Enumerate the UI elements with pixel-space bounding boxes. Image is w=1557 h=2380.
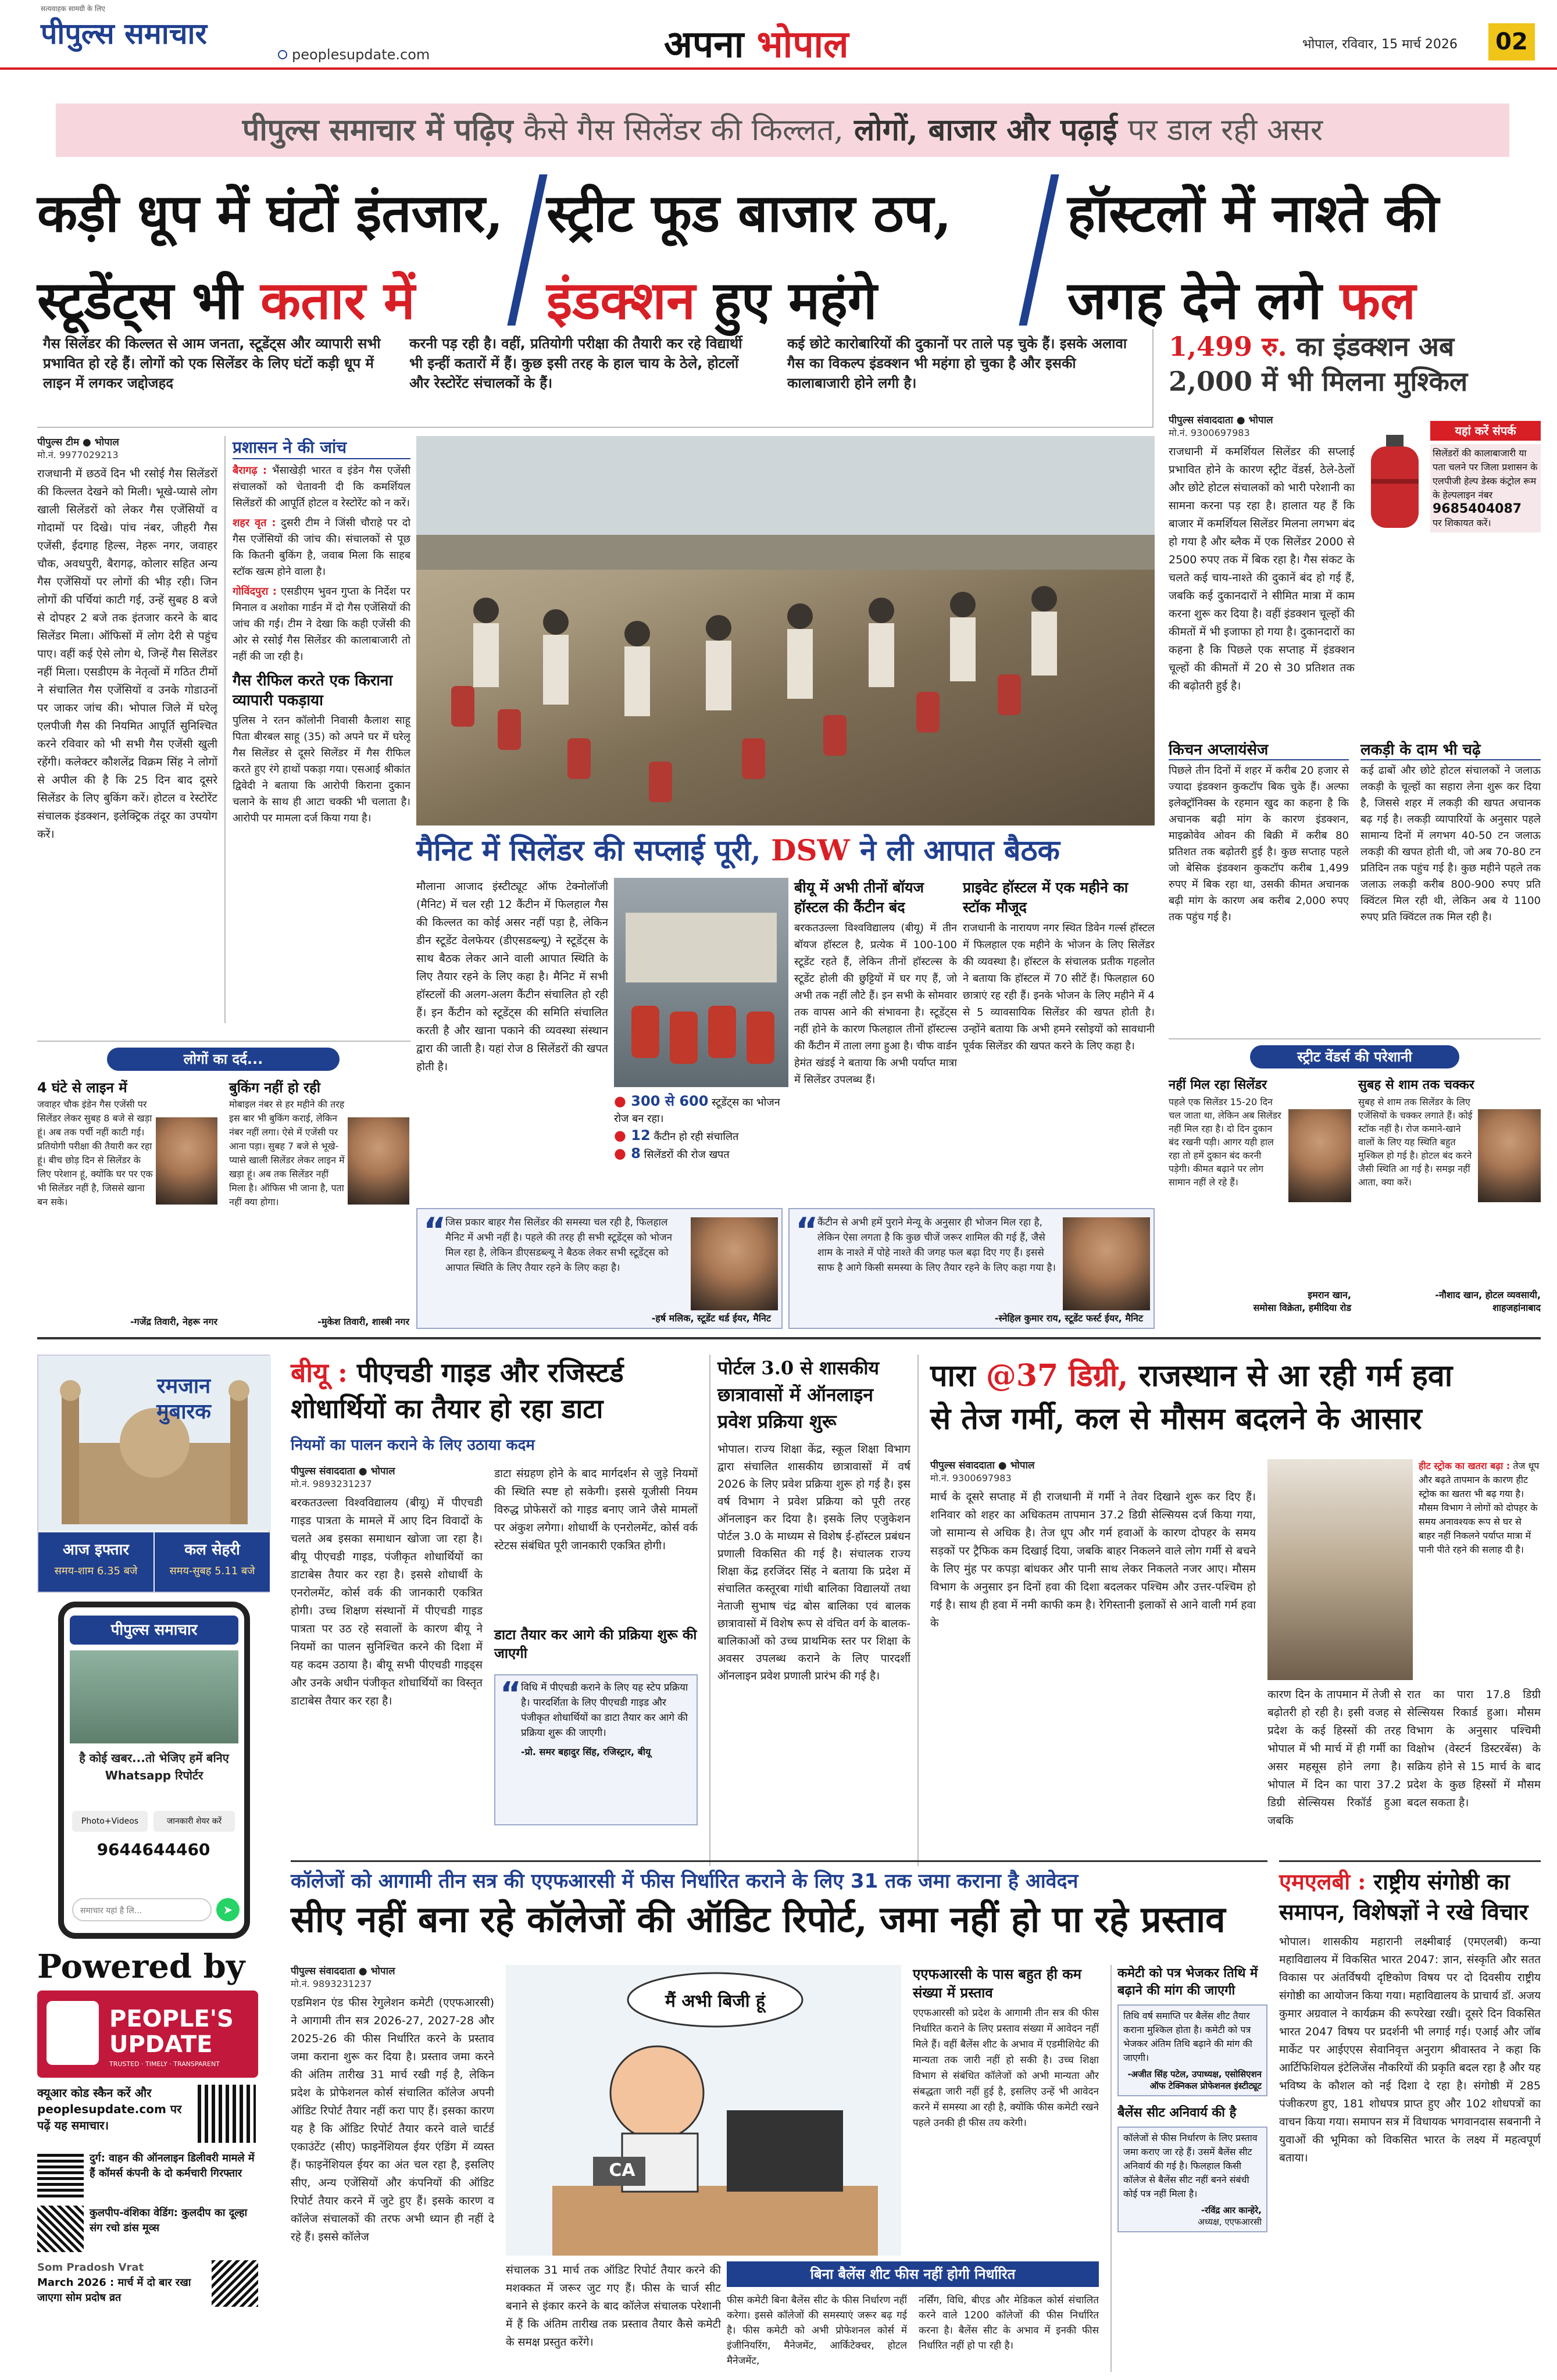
left-byline-name: पीपुल्स टीम ● भोपाल [37, 437, 119, 448]
wood-body: कई ढाबों और छोटे होटल संचालकों ने जलाऊ लकड़ी के चूल्हों का सहारा लेना शुरू कर दिया है, जिससे शहर में लकड़ी की खपत अचानक बढ़ गई है। लकड़ी व्यापारियों के अनुसार पहले सामान्य दिनों में लगभग 40-50 टन जलाऊ लकड़ी की खपत होती थी, जो अब 70-80 टन प्रतिदिन तक पहुंच गई है। कुछ महीने पहले तक जलाऊ लकड़ी करीब 800-900 रुपए प्रति क्विंटल मिल रही थी, लेकिन अब ये 1100 रुपए प्रति क्विंटल तक मिल रही है। [1360, 764, 1541, 923]
headline-2 [547, 170, 1035, 344]
afrc-ribbon-body2: नर्सिंग, विधि, बीएड और मेडिकल कोर्स संचालित करने वाले 1200 कॉलेजों की फीस निर्धारित करना है। बैलेंस सीट के अभाव में इनकी फीस निर्धारित नहीं हो पा रही है। [919, 2295, 1099, 2352]
section-title-b: भोपाल [756, 23, 849, 66]
bu-canteen-body: बरकतउल्ला विश्वविद्यालय (बीयू) में तीन बॉयज हॉस्टल है, प्रत्येक में 100-100 स्टूडेंट रहते हैं, लेकिन तीनों हॉस्टल्स के स्टूडेंट होली की छुट्टियों में घर गए हैं, जो अभी तक नहीं लौटे हैं। इन सभी के सोमवार तक वापस आने की संभावना है। स्टूडेंट्स नहीं होने के कारण फिलहाल तीनों हॉस्टल्स की कैंटीन में ताला लगा हुआ है। चीफ वार्डन हेमंत खंडई ने बताया कि अभी पर्याप्त मात्रा में सिलेंडर उपलब्ध हैं। [794, 922, 957, 1086]
powered-box [37, 1947, 270, 2354]
peoples-update-logo[interactable]: PEOPLE'S UPDATE TRUSTED · TIMELY · TRANSPARENT [37, 1991, 258, 2078]
wa-brand: पीपुल्स समाचार [70, 1616, 238, 1645]
weather-body: मार्च के दूसरे सप्ताह में ही राजधानी में गर्मी ने तेवर दिखाने शुरू कर दिए हैं। शनिवार को शहर का अधिकतम तापमान 37.2 डिग्री सेल्सियस दर्ज किया गया, जो सामान्य से अधिक है। तेज धूप और गर्म हवाओं के कारण दोपहर के समय सड़कों पर ट्रैफिक कम दिखाई दिया, जबकि बाहर निकलने वाले लोग गर्मी से बचने के लिए मुंह पर कपड़ा बांधकर और पानी साथ लेकर निकलते नजर आए। मौसम विभाग के अनुसार इन दिनों हवा की दिशा बदलकर पश्चिम और उत्तर-पश्चिम हो गई है। साथ ही हवा में नमी काफी कम है। रेगिस्तानी इलाकों से आने वाली गर्म हवा के [930, 1491, 1256, 1629]
induction-byline: पीपुल्स संवाददाता ● भोपाल मो.नं. 9300697983 [1169, 414, 1273, 438]
section-title-a: अपना [664, 23, 744, 66]
private-hostel-body: राजधानी के नारायण नगर स्थित डिवेन गर्ल्स हॉस्टल में फिलहाल एक महीने के भोजन के लिए सिलेंडर की व्यवस्था है। हॉस्टल के संचालक प्रतीक गहलोत ने बताया कि हॉस्टल में 70 सीटें हैं। फिलहाल 60 छात्राएं रह रही हैं। इनके भोजन के लिए महीने में 4 से 5 व्यावसायिक सिलेंडर की खपत होती है। उन्होंने बताया कि अभी हमने रसोइयों को सावधानी पूर्वक सिलेंडर की खपत करने के लिए कहा है। [963, 922, 1155, 1052]
intro-p2: करनी पड़ रही है। वहीं, प्रतियोगी परीक्षा की तैयारी कर रहे विद्यार्थी भी इन्हीं कतारों में हैं। कुछ इसी तरह के हाल चाय के ठेले, होटलों और रेस्टोरेंट संचालकों के हैं। [409, 335, 742, 391]
headline-2-line2: इंडक्शन हुए महंगे [547, 270, 877, 331]
whatsapp-ad [58, 1602, 250, 1939]
section-title [664, 17, 849, 68]
globe-icon [278, 50, 287, 59]
induction-headline [1169, 329, 1541, 399]
afrc-quote1: तिथि वर्ष समाप्ति पर बैलेंस शीट तैयार कराना मुश्किल होता है। कमेटी को पत्र भेजकर अंतिम तिथि बढ़ाने की मांग की जाएगी। -अजीत सिंह पटेल, उपाध्यक्ष, एसोसिएशन ऑफ टेक्निकल प्रोफेशनल इंस्टीट्यूट [1117, 2004, 1267, 2096]
kitchen-head: किचन अप्लायंसेज [1169, 738, 1349, 760]
induction-head-line2: 2,000 में भी मिलना मुश्किल [1169, 366, 1468, 397]
admin-title: प्रशासन ने की जांच [233, 436, 410, 459]
afrc-sub1: एएफआरसी के पास बहुत ही कम संख्या में प्रस्ताव [913, 1966, 1081, 2001]
manit-quote-text: जिस प्रकार बाहर गैस सिलेंडर की समस्या चल रही है, फिलहाल मैनिट में अभी नहीं है। पहले की तरह ही सभी स्टूडेंट्स को भोजन मिल रहा है, लेकिन डीएसडब्ल्यू ने बैठक लेकर सभी स्टूडेंट्स को आपात स्थिति के लिए तैयार रहने के लिए कहा है। [445, 1217, 673, 1274]
kitchen-box [1169, 738, 1349, 1035]
q2-text: मोबाइल नंबर से हर महीने की तरह इस बार भी बुकिंग कराई, लेकिन नंबर नहीं लगा। ऐसे में एजेंसी पर आना पड़ा। सुबह 7 बजे से भूखे-प्यासे खाली सिलेंडर लेकर लाइन में खड़ा हूं। अब तक सिलेंडर नहीं मिला है। ऑफिस भी जाना है, पता नहीं क्या होगा। [229, 1099, 345, 1207]
portal-head: पोर्टल 3.0 से शासकीय छात्रावासों में ऑनलाइन प्रवेश प्रक्रिया शुरू [717, 1357, 880, 1432]
page-number: 02 [1488, 23, 1535, 60]
admin-p4: पुलिस ने रतन कॉलोनी निवासी कैलाश साहू पिता बीरबल साहू (35) को अपने घर में घरेलू गैस सिलेंडर से दूसरे सिलेंडर में गैस रीफिल करते हुए रंगे हाथों पकड़ा गया। एसआई श्रीकांत द्विवेदी ने बताया कि आरोपी किराना दुकान चलाने के साथ ही आटा चक्की भी चलाता है। आरोपी पर मामला दर्ज किया गया है। [233, 714, 410, 824]
qr-item-1[interactable]: दुर्ग: वाहन की ऑनलाइन डिलीवरी मामले में हैं कॉमर्स कंपनी के दो कर्मचारी गिरफ्तार [37, 2151, 270, 2197]
portal-body: भोपाल। राज्य शिक्षा केंद्र, स्कूल शिक्षा विभाग द्वारा संचालित शासकीय छात्रावासों में वर्ष 2026 के लिए प्रवेश प्रक्रिया शुरू हो गई है। इस वर्ष विभाग ने प्रवेश प्रक्रिया को पूरी तरह ऑनलाइन कर दिया है। इसके लिए एजुकेशन पोर्टल 3.0 के माध्यम से विशेष ई-हॉस्टल प्रबंधन प्रणाली विकसित की गई है। संचालक राज्य शिक्षा केंद्र हरजिंदर सिंह ने बताया कि प्रदेश में संचालित कस्तूरबा गांधी बालिका विद्यालयों तथा नेताजी सुभाष चंद्र बोस बालिका एवं बालक छात्रावासों में विशेष रूप से वंचित वर्ग के बालक-बालिकाओं को उच्च प्राथमिक स्तर पर शिक्षा के अवसर उपलब्ध कराने के लिए पारदर्शी ऑनलाइन प्रवेश प्रणाली प्रारंभ की गई है। [717, 1443, 910, 1682]
headline-3-line1: हॉस्टलों में नाश्ते की [1067, 183, 1439, 244]
ramzan-title: रमजान मुबारक [156, 1374, 211, 1424]
wa-input[interactable]: समाचार यहां है लि... [72, 1898, 212, 1921]
imran-avatar [1288, 1109, 1351, 1202]
canteen-photo [614, 878, 788, 1087]
bu-phd-body: बरकतउल्ला विश्वविद्यालय (बीयू) में पीएचडी गाइड पात्रता के मामले में आए दिन विवादों के चलते अब इसका समाधान खोजा जा रहा है। बीयू पीएचडी गाइड, पंजीकृत शोधार्थियों का डाटाबेस तैयार कर रहा है। इससे शोधार्थी के एनरोलमेंट, कोर्स वर्क की जानकारी एकत्रित होगी। उच्च शिक्षण संस्थानों में पीएचडी गाइड पात्रता पर उठ रहे सवालों के कारण बीयू ने नियमों का पालन सुनिश्चित करने की दिशा में यह कदम उठाया है। बीयू सभी पीएचडी गाइड्स और उनके अधीन पंजीकृत शोधार्थियों का विस्तृत डाटाबेस तैयार कर रहा है। [291, 1496, 483, 1707]
quote-mark-icon: “ [500, 1675, 522, 1713]
heat-caption: हीट स्ट्रोक का खतरा बढ़ा : तेज धूप और बढ़ते तापमान के कारण हीट स्ट्रोक का खतरा भी बढ़ गया है। मौसम विभाग ने लोगों को दोपहर के समय अनावश्यक रूप से घर से बाहर नहीं निकलने पर्याप्त मात्रा में पानी पीते रहने की सलाह दी है। [1419, 1460, 1540, 1555]
headline-3 [1067, 170, 1544, 344]
afrc-sub1-box [913, 1965, 1099, 2256]
cylinder-queue-photo [416, 436, 1155, 826]
dateline: भोपाल, रविवार, 15 मार्च 2026 [1302, 37, 1458, 52]
intro-p1: गैस सिलेंडर की किल्लत से आम जनता, स्टूडेंट्स और व्यापारी सभी प्रभावित हो रहे हैं। लोगों को एक सिलेंडर के लिए घंटों कड़ी धूप में लाइन में लगकर जद्दोजहद [43, 335, 381, 391]
intro-p3: कई छोटे कारोबारियों की दुकानों पर ताले पड़ चुके हैं। इसके अलावा गैस का विकल्प इंडक्शन भी महंगा हो चुका है और इसकी कालाबाजारी होने लगी है। [787, 335, 1127, 391]
stat-cylinders: ● 8 सिलेंडरों की रोज खपत [614, 1145, 730, 1162]
sehri-panel: कल सेहरी समय-सुबह 5.11 बजे [155, 1532, 270, 1592]
afrc-body: एडमिशन एंड फीस रेगुलेशन कमेटी (एएफआरसी) ने आगामी तीन सत्र 2026-27, 2027-28 और 2025-26 की फीस निर्धारित करने के प्रस्ताव जमा कराना शुरू कर दिया है। प्रस्ताव जमा करने की अंतिम तारीख 31 मार्च रखी गई है, लेकिन प्रदेश के प्रोफेशनल कोर्स संचालित कॉलेज अपनी ऑडिट रिपोर्ट तैयार नहीं करा पाए हैं। इसका कारण यह है कि ऑडिट रिपोर्ट तैयार करने वाले चार्टर्ड एकाउंटेंट (सीए) फाइनेंशियल ईयर एंडिंग में व्यस्त हैं। फाइनेंशियल ईयर का अंत चल रहा है, इसलिए सीए, अन्य एजेंसियों और कंपनियों की ऑडिट रिपोर्ट तैयार करने में जुटे हुए हैं। इसके कारण व कॉलेज संचालकों की तरफ अभी ध्यान ही नहीं दे रहे हैं। इससे कॉलेज [291, 1996, 494, 2243]
bu-phd-body2: डाटा संग्रहण होने के बाद मार्गदर्शन से जुड़े नियमों की स्थिति स्पष्ट हो सकेगी। इससे यूजीसी नियम विरुद्ध प्रोफेसरों को गाइड बनाए जाने जैसे मामलों पर अंकुश लगेगा। शोधार्थी के एनरोलमेंट, कोर्स वर्क स्टेटस संबंधित पूरी जानकारी एकत्रित होगी। [494, 1467, 698, 1552]
seminar-body: भोपाल। शासकीय महारानी लक्ष्मीबाई (एमएलबी) कन्या महाविद्यालय में विकसित भारत 2047: ज्ञान, संस्कृति और सतत विकास पर अंतर्विषयी दृष्टिकोण विषय पर दो दिवसीय राष्ट्रीय संगोष्ठी का आयोजन किया गया। महाविद्यालय के प्राचार्य डॉ. अजय कुमार अग्रवाल ने कार्यक्रम की रूपरेखा रखी। दूसरे दिन विकसित भारत 2047 विषय पर प्रदर्शनी भी लगाई गई। एआई और जॉब मार्केट पर आईएएस सेवानिवृत्त अनुराग श्रीवास्तव ने कहा कि आर्टिफिशियल इंटेलिजेंस नौकरियों की प्रकृति बदल रहा है और यह भविष्य के कौशल को नई दिशा दे रहा है। संगोष्ठी में 285 पंजीकरण हुए, 181 शोधपत्र प्राप्त हुए और 102 शोधपत्रों का वाचन किया गया। समापन सत्र में विधायक भगवानदास सबनानी ने युवाओं की भूमिका को विकसित भारत के लक्ष्य में महत्वपूर्ण बताया। [1279, 1935, 1541, 2164]
afrc-sub2-box [1110, 1965, 1267, 2372]
naushad-avatar [1478, 1109, 1541, 1202]
headline-1-line1: कड़ी धूप में घंटों इंतजार, [37, 183, 503, 244]
wa-text: है कोई खबर...तो भेजिए हमें बनिए Whatsapp रिपोर्टर [79, 1751, 229, 1782]
helpline-number[interactable]: 9685404087 [1433, 502, 1522, 516]
kicker-a: पीपुल्स समाचार में पढ़िए [242, 112, 513, 148]
afrc-body2: संचालक 31 मार्च तक ऑडिट रिपोर्ट तैयार करने की मशक्कत में जरूर जुट गए हैं। फीस के चार्ज सीट बनाने से इंकार करने के बाद कॉलेज संचालक परेशानी में हैं कि अंतिम तारीख तक प्रस्ताव तैयार कैसे कमेटी के समक्ष प्रस्तुत करेंगे। [506, 2264, 721, 2349]
afrc-byline: पीपुल्स संवाददाता ● भोपाल मो.नं. 9893231237 [291, 1966, 395, 1989]
qr-code-icon[interactable] [198, 2085, 256, 2143]
headline-1-line2: स्टूडेंट्स भी कतार में [37, 270, 415, 331]
left-byline-mobile: मो.नं. 9977029213 [37, 449, 119, 460]
afrc-sub2: कमेटी को पत्र भेजकर तिथि में बढ़ाने की मांग की जाएगी [1117, 1966, 1258, 1998]
canteen-cylinders-illustration [614, 878, 788, 1087]
left-story-body: राजधानी में छठवें दिन भी रसोई गैस सिलेंडरों की किल्लत देखने को मिली। भूखे-प्यासे लोग खाली सिलेंडरों को लेकर गैस एजेंसियों व गोदामों पर दिखे। पांच नंबर, जीहरी गैस एजेंसी, ईदगाह हिल्स, नेहरू नगर, जवाहर चौक, अवधपुरी, बैरागढ़, कोलार सहित अन्य गैस एजेंसियों पर लोगों की भीड़ रही। जिन लोगों की पर्चियां काटी गई, उन्हें सुबह 8 बजे से दोपहर 2 बजे तक इंतजार करने के बाद सिलेंडर मिला। ऑफिसों में लोग देरी से पहुंच पाए। वहीं कई ऐसे लोग थे, जिन्हें गैस सिलेंडर नहीं मिला। एसडीएम के नेतृत्वों में गठित टीमों ने संचालित गैस एजेंसियों व उनके गोडाउनों पर जाकर जांच की। भोपाल जिले में घरेलू एलपीजी गैस की नियमित आपूर्ति सुनिश्चित करने रविवार को भी सभी गैस एजेंसी खुली रहेंगी। कलेक्टर कौशलेंद्र विक्रम सिंह ने लोगों से अपील की है कि 25 दिन बाद दूसरे सिलेंडर के लिए बुकिंग करें। होटल व रेस्टोरेंट संचालक इंडक्शन, इलेक्ट्रिक तंदूर का उपयोग करें। [37, 467, 217, 841]
manit-stats [614, 1093, 788, 1163]
private-hostel-head: प्राइवेट हॉस्टल में एक महीने का स्टॉक मौजूद [963, 879, 1129, 916]
kicker-b: कैसे गैस सिलेंडर की किल्लत, [523, 113, 844, 148]
bu-phd-sub: नियमों का पालन कराने के लिए उठाया कदम [291, 1436, 535, 1454]
quote-mark-icon: “ [423, 1210, 447, 1251]
v-q1-by: इमरान खान, समोसा विक्रेता, हमीदिया रोड [1253, 1289, 1351, 1313]
cartoon-ca-plate: CA [609, 2160, 635, 2181]
bu-quote-text: कैंटीन से अभी हमें पुराने मेन्यू के अनुसार ही भोजन मिल रहा है, लेकिन ऐसा लगता है कि कुछ चीजें जरूर शामिल की गई हैं, जैसे शाम के नाश्ते में पोहे नाश्ते की जगह फल बढ़ा दिए गए हैं। इससे साफ है आगे किसी समस्या के लिए तैयार रहने के लिए कहा गया है। [817, 1217, 1056, 1274]
heat-photo [1267, 1459, 1413, 1680]
admin-sub2: गैस रीफिल करते एक किराना व्यापारी पकड़ाया [233, 672, 393, 709]
weather-byline: पीपुल्स संवाददाता ● भोपाल मो.नं. 9300697983 [930, 1460, 1035, 1484]
q1-by: -गजेंद्र तिवारी, नेहरू नगर [130, 1316, 217, 1327]
stat-canteens: ● 12 कैंटीन हो रही संचालित [614, 1127, 739, 1143]
harsh-malik-avatar [691, 1217, 778, 1310]
vendors-ribbon: स्ट्रीट वेंडर्स की परेशानी [1250, 1045, 1459, 1069]
cartoon [506, 1965, 901, 2256]
kicker-d: पर डाल रही असर [1127, 113, 1323, 148]
wa-photo-label: Photo+Videos [72, 1811, 148, 1832]
cylinder-queue-illustration [416, 436, 1155, 826]
pu-emblem-icon [47, 2001, 99, 2065]
bu-phd-byline: पीपुल्स संवाददाता ● भोपाल मो.नं. 9893231237 [291, 1466, 395, 1489]
people-pain-box [37, 1041, 410, 1331]
manit-quote-by: -हर्ष मलिक, स्टूडेंट थर्ड ईयर, मैनिट [651, 1313, 771, 1324]
manit-body: मौलाना आजाद इंस्टीट्यूट ऑफ टेक्नोलॉजी (मैनिट) में चल रही 12 कैंटीन में फिलहाल गैस की किल्लत का कोई असर नहीं पड़ा है, लेकिन डीन स्टूडेंट वेलफेयर (डीएसडब्ल्यू) ने स्टूडेंट्स के साथ बैठक लेकर आने वाली आपात स्थिति के लिए तैयार रहने के लिए कहा है। मैनिट में सभी हॉस्टलों की अलग-अलग कैंटीन संचालित हो रही हैं। इन कैंटीन को स्टूडेंट्स की समिति संचालित करती है और खाना पकाने की व्यवस्था संस्थान द्वारा की जाती है। यहां रोज 8 सिलेंडरों की खपत होती है। [416, 880, 608, 1073]
logo-tag: सत्यवाहक सामग्री के लिए [41, 5, 105, 13]
headline-1 [37, 170, 526, 344]
bu-phd-quote: “ विधि में पीएचडी कराने के लिए यह स्टेप प्रक्रिया है। पारदर्शिता के लिए पीएचडी गाइड और पंजीकृत शोधार्थियों का डाटा तैयार कर आगे की प्रक्रिया शुरू की जाएगी। -प्रो. समर बहादुर सिंह, रजिस्ट्रार, बीयू [494, 1674, 698, 1825]
afrc-quote2: कॉलेजों से फीस निर्धारण के लिए प्रस्ताव जमा कराए जा रहे हैं। उसमें बैलेंस सीट अनिवार्य की गई है। फिलहाल किसी कॉलेज से बैलेंस सीट नहीं बनने संबंधी कोई पत्र नहीं मिला है। -रविंद्र आर कान्हेरे, अध्यक्ष, एएफआरसी [1117, 2127, 1267, 2232]
qr-code-icon [37, 2206, 84, 2252]
stat-students: ● 300 से 600 स्टूडेंट्स का भोजन रोज बन रहा। [614, 1093, 780, 1125]
v-q2-title: सुबह से शाम तक चक्कर [1358, 1078, 1474, 1092]
v-q2-text: सुबह से शाम तक सिलेंडर के लिए एजेंसियों के चक्कर लगाते हैं। कोई स्टॉक नहीं है। रोज कमाने-खाने वालों के लिए यह स्थिति बहुत मुश्किल हो गई है। होटल बंद करने जैसी स्थिति आ गई है। समझ नहीं आता, क्या करें। [1358, 1096, 1473, 1188]
cartoon-bubble-text: मैं अभी बिजी हूं [665, 1991, 765, 2011]
wa-reporter-label: जानकारी शेयर करें [153, 1811, 235, 1832]
quote-mark-icon: “ [795, 1210, 819, 1251]
admin-p3: गोविंदपुरा : एसडीएम भुवन गुप्ता के निर्देश पर मिनाल व अशोका गार्डन में दो गैस एजेंसियों की जांच की गई। टीम ने देखा कि कही एजेंसी की ओर से रसोई गैस सिलेंडर की कालाबाजारी तो नहीं की जा रही है। [233, 585, 410, 663]
v-q1-title: नहीं मिल रहा सिलेंडर [1169, 1078, 1267, 1092]
v-q2-by: -नौशाद खान, होटल व्यवसायी, शाहजहांनाबाद [1435, 1289, 1541, 1313]
manit-quote-box [416, 1208, 783, 1329]
kicker-bar [56, 103, 1509, 157]
snehil-avatar [1063, 1217, 1150, 1310]
wood-head: लकड़ी के दाम भी चढ़े [1360, 738, 1541, 760]
mukesh-avatar [348, 1117, 409, 1205]
website-link[interactable]: peoplesupdate.com [292, 47, 430, 63]
scan-text: क्यूआर कोड स्कैन करें और peoplesupdate.com पर पढ़ें यह समाचार। [37, 2085, 270, 2143]
bu-phd-sub2: डाटा तैयार कर आगे की प्रक्रिया शुरू की जाएगी [494, 1627, 697, 1661]
kicker-c: लोगों, बाजार और पढ़ाई [854, 112, 1117, 148]
weather-body2: कारण दिन के तापमान में तेजी से बढ़ोतरी हो रही है। इसी वजह से प्रदेश के कई हिस्सों की तरह भोपाल में भी मार्च में ही गर्मी का असर महसूस होने लगा है। भोपाल में दिन का पारा 37.2 डिग्री सेल्सियस रिकॉर्ड हुआ जबकि [1267, 1688, 1401, 1827]
headline-3-line2: जगह देने लगे फल [1067, 270, 1416, 331]
seminar-head: एमएलबी : राष्ट्रीय संगोष्ठी का समापन, विशेषज्ञों ने रखे विचार [1279, 1868, 1529, 1925]
qr-item-3[interactable]: Som Pradosh Vrat March 2026 : मार्च में दो बार रखा जाएगा सोम प्रदोष व्रत [37, 2260, 270, 2307]
qr-code-icon [212, 2260, 258, 2307]
v-q1-text: पहले एक सिलेंडर 15-20 दिन चल जाता था, लेकिन अब सिलेंडर नहीं मिल रहा है। दो दिन दुकान बंद रखनी पड़ी। आगर यही हाल रहा तो हमें दुकान बंद करनी पड़ेगी। कीमत बढ़ाने पर लोग सामान नहीं ले रहे हैं। [1169, 1096, 1281, 1188]
induction-body: राजधानी में कमर्शियल सिलेंडर की सप्लाई प्रभावित होने के कारण स्ट्रीट वेंडर्स, ठेले-ठेलों और छोटे होटल संचालकों को भारी परेशानी का सामना करना पड़ रहा है। हालात यह हैं कि बाजार में कमर्शियल सिलेंडर मिलना लगभग बंद हो गया है और ब्लैक में एक सिलेंडर 2000 से 2500 रुपए तक में बिक रहा है। गैस संकट के चलते कई चाय-नाश्ते की दुकानें बंद हो गई हैं, जबकि कई दुकानदारों ने सीमित मात्रा में काम करना शुरू कर दिया है। वहीं इंडक्शन चूल्हों की कीमतों में भी इजाफा हो गया है। दुकानदारों का कहना है कि पिछले एक सप्ताह में इंडक्शन चूल्हों की कीमतों में 20 से 30 प्रतिशत तक की बढ़ोतरी हुई है। [1169, 445, 1355, 692]
bu-phd-headline: बीयू : पीएचडी गाइड और रजिस्टर्ड शोधार्थियों का तैयार हो रहा डाटा [291, 1357, 624, 1424]
admin-box [224, 436, 410, 1023]
wa-send-icon[interactable]: ➤ [216, 1898, 240, 1921]
bu-quote-box [788, 1208, 1155, 1329]
contact-text: सिलेंडरों की कालाबाजारी या पता चलने पर जिला प्रशासन के एलपीजी हेल्प डेस्क कंट्रोल रूम के हेल्पलाइन नंबर 9685404087 पर शिकायत करें। [1430, 444, 1541, 533]
powered-title: Powered by [37, 1947, 245, 1986]
seminar-story [1279, 1860, 1541, 2372]
afrc-ribbon: बिना बैलेंस शीट फीस नहीं होगी निर्धारित [727, 2261, 1099, 2287]
q2-title: बुकिंग नहीं हो रही [229, 1080, 320, 1096]
section-divider [37, 1337, 1541, 1339]
iftar-panel: आज इफ्तार समय-शाम 6.35 बजे [38, 1532, 153, 1592]
left-byline [37, 436, 212, 462]
private-hostel [963, 878, 1155, 1203]
wood-box [1360, 738, 1541, 1035]
bu-canteen-head: बीयू में अभी तीनों बॉयज हॉस्टल की कैंटीन बंद [794, 879, 924, 916]
wa-photo [70, 1650, 238, 1743]
contact-box [1360, 421, 1541, 653]
q2-by: -मुकेश तिवारी, शास्त्री नगर [317, 1316, 409, 1327]
admin-p1: बैरागढ़ : भैंसाखेड़ी भारत व इंडेन गैस एजेंसी संचालकों को चेतावनी दी कि कमर्शियल सिलेंडरों की आपूर्ति होटल व रेस्टोरेंट को न करें। [233, 464, 410, 509]
weather-headline: पारा @37 डिग्री, राजस्थान से आ रही गर्म हवा से तेज गर्मी, कल से मौसम बदलने के आसार [930, 1358, 1453, 1436]
ramzan-ad [37, 1355, 270, 1593]
afrc-headline: सीए नहीं बना रहे कॉलेजों की ऑडिट रिपोर्ट, जमा नहीं हो पा रहे प्रस्ताव [291, 1898, 1226, 1941]
q1-title: 4 घंटे से लाइन में [37, 1080, 127, 1096]
admin-p2: शहर वृत : दुसरी टीम ने जिंसी चौराहे पर दो गैस एजेंसियों की जांच की। संचालकों से पूछ कि कितनी बुकिंग है, जवाब मिला कि साहब स्टॉक खत्म होने वाला है। [233, 517, 410, 578]
qr-item-2[interactable]: कुलपीप-वंशिका वेडिंग: कुलदीप का दूल्हा संग रचो डांस मूव्स [37, 2206, 270, 2252]
contact-title: यहां करें संपर्क [1430, 421, 1541, 441]
intro-box [37, 329, 1154, 428]
weather-body3: रात का पारा 17.8 डिग्री सेल्सियस रिकार्ड हुआ। मौसम विभाग के अनुसार पश्चिमी विक्षोभ (वेस्टर्न डिस्टरबेंस) के सक्रिय होने से 15 मार्च के बाद प्रदेश के कुछ हिस्सों में मौसम बदल सकता है। [1407, 1688, 1541, 1809]
gas-cylinder-icon [1363, 433, 1427, 531]
gajendra-avatar [156, 1117, 217, 1205]
wa-number[interactable]: 9644644460 [97, 1840, 210, 1859]
people-ribbon: लोगों का दर्द... [107, 1048, 340, 1071]
bu-canteen [794, 878, 957, 1203]
afrc-sub3: बैलेंस सीट अनिवार्य की है [1117, 2106, 1237, 2120]
afrc-ribbon-body1: फीस कमेटी बिना बैलेंस सीट के फीस निर्धारण नहीं करेगा। इससे कॉलेजों की समस्याएं जरूर बढ़ गई है। फीस कमेटी को अभी प्रोफेशनल कोर्स में इंजीनियरिंग, मैनेजमेंट, आर्किटेक्चर, होटल मैनेजमेंट, [727, 2295, 907, 2367]
afrc-sub1-body: एएफआरसी को प्रदेश के आगामी तीन सत्र की फीस निर्धारित कराने के लिए प्रस्ताव संख्या में आवेदन नहीं मिले हैं। वहीं बैलेंस शीट के अभाव में एडमीशियेट की मान्यता तक जारी नहीं हो सकी है। उच्च शिक्षा विभाग से संबंधित कॉलेजों को अभी मान्यता और संबद्धता जारी नहीं हुई है, इसलिए उन्हें भी आवेदन करने में समस्या आ रही है, क्योंकि फीस कमेटी रखने पहले उनकी ही फीस तय करेगी। [913, 2007, 1099, 2129]
bu-quote-by: -स्नेहिल कुमार राय, स्टूडेंट फर्स्ट ईयर, मैनिट [994, 1313, 1143, 1324]
afrc-kicker: कॉलेजों को आगामी तीन सत्र की एएफआरसी में फीस निर्धारित कराने के लिए 31 तक जमा कराना है आवेदन [291, 1860, 1267, 1893]
manit-headline: मैनिट में सिलेंडर की सप्लाई पूरी, DSW ने ली आपात बैठक [416, 833, 1060, 867]
masthead [0, 0, 1557, 70]
vendors-box [1169, 1038, 1541, 1329]
portal-story [709, 1355, 919, 1866]
kitchen-body: पिछले तीन दिनों में शहर में करीब 20 हजार से ज्यादा इंडक्शन कुकटॉप बिक चुके हैं। अल्फा इलेक्ट्रॉनिक्स के रहमान खुद का कहना है कि अचानक बढ़ी मांग के कारण इंडक्शन, माइक्रोवेव ओवन की बिक्री में करीब 80 प्रतिशत तक बढ़ोतरी हुई है। कुछ सप्ताह पहले जो बेसिक इंडक्शन कुकटॉप करीब 1,499 रुपए में बिक रहा था, उसकी कीमत अचानक बढ़ी मांग के कारण अब करीब 2,000 रुपए तक पहुंच गई है। [1169, 764, 1349, 923]
q1-text: जवाहर चौक इंडेन गैस एजेंसी पर सिलेंडर लेकर सुबह 8 बजे से खड़ा हूं। अब तक पर्ची नहीं काटी गई। प्रतियोगी परीक्षा की तैयारी कर रहा हूं। बीच छोड़ दिन से सिलेंडर के लिए परेशान हूं, क्योंकि घर पर एक भी सिलेंडर नहीं है, जिससे खाना बन सके। [37, 1099, 153, 1207]
qr-code-icon [37, 2151, 84, 2197]
headline-2-line1: स्ट्रीट फूड बाजार ठप, [547, 183, 952, 244]
induction-head-line1: 1,499 रु. का इंडक्शन अब [1169, 331, 1455, 362]
paper-logo[interactable]: पीपुल्स समाचार [41, 16, 207, 51]
